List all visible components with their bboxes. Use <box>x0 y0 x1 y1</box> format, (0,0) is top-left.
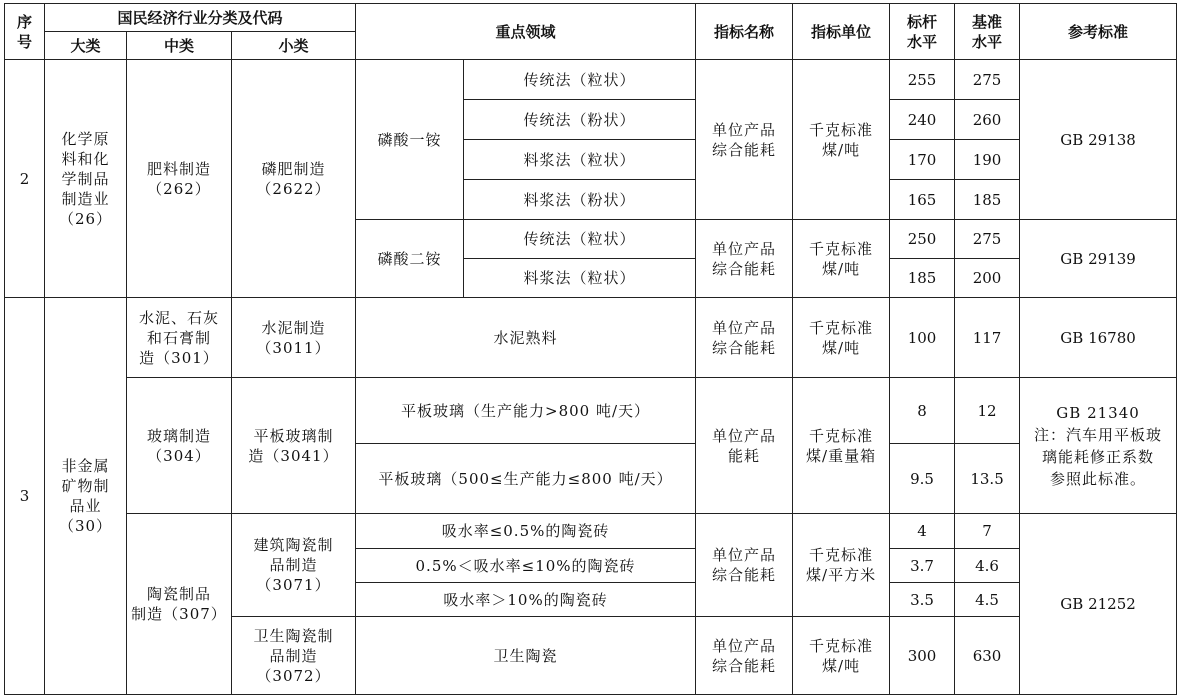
header-minor: 小类 <box>232 32 356 60</box>
benchmark-cell: 9.5 <box>890 444 955 514</box>
focus-cell: 平板玻璃（生产能力>800 吨/天） <box>356 378 696 444</box>
header-industry: 国民经济行业分类及代码 <box>45 4 356 32</box>
benchmark-cell: 3.7 <box>890 549 955 583</box>
baseline-cell: 200 <box>955 259 1020 298</box>
baseline-cell: 4.5 <box>955 583 1020 617</box>
baseline-cell: 12 <box>955 378 1020 444</box>
benchmark-cell: 300 <box>890 617 955 695</box>
header-indicator-unit: 指标单位 <box>793 4 890 60</box>
reference-cell: GB 29138 <box>1020 60 1177 220</box>
minor-category-cell: 水泥制造 （3011） <box>232 298 356 378</box>
indicator-unit-cell: 千克标准 煤/重量箱 <box>793 378 890 514</box>
focus-cell: 吸水率＞10%的陶瓷砖 <box>356 583 696 617</box>
baseline-cell: 275 <box>955 60 1020 100</box>
benchmark-cell: 3.5 <box>890 583 955 617</box>
energy-benchmark-table <box>4 3 1177 695</box>
benchmark-cell: 170 <box>890 140 955 180</box>
benchmark-cell: 185 <box>890 259 955 298</box>
focus-cell: 吸水率≤0.5%的陶瓷砖 <box>356 514 696 549</box>
indicator-unit-cell: 千克标准 煤/吨 <box>793 298 890 378</box>
benchmark-cell: 8 <box>890 378 955 444</box>
header-indicator-name: 指标名称 <box>696 4 793 60</box>
method-cell: 传统法（粉状） <box>464 100 696 140</box>
method-cell: 料浆法（粒状） <box>464 140 696 180</box>
reference-cell: GB 29139 <box>1020 220 1177 298</box>
minor-category-cell: 平板玻璃制 造（3041） <box>232 378 356 514</box>
reference-cell: GB 16780 <box>1020 298 1177 378</box>
header-benchmark: 标杆 水平 <box>890 4 955 60</box>
header-major: 大类 <box>45 32 127 60</box>
benchmark-cell: 240 <box>890 100 955 140</box>
benchmark-cell: 255 <box>890 60 955 100</box>
indicator-name-cell: 单位产品 综合能耗 <box>696 60 793 220</box>
indicator-name-cell: 单位产品 综合能耗 <box>696 617 793 695</box>
table-row <box>5 378 1177 444</box>
focus-cell: 0.5%＜吸水率≤10%的陶瓷砖 <box>356 549 696 583</box>
indicator-name-cell: 单位产品 能耗 <box>696 378 793 514</box>
header-reference: 参考标准 <box>1020 4 1177 60</box>
seq-cell: 3 <box>5 298 45 695</box>
major-category-cell: 非金属 矿物制 品业 （30） <box>45 298 127 695</box>
indicator-name-cell: 单位产品 综合能耗 <box>696 514 793 617</box>
focus-cell: 水泥熟料 <box>356 298 696 378</box>
method-cell: 料浆法（粒状） <box>464 259 696 298</box>
baseline-cell: 7 <box>955 514 1020 549</box>
baseline-cell: 185 <box>955 180 1020 220</box>
middle-category-cell: 水泥、石灰 和石膏制 造（301） <box>127 298 232 378</box>
minor-category-cell: 建筑陶瓷制 品制造 （3071） <box>232 514 356 617</box>
middle-category-cell: 陶瓷制品 制造（307） <box>127 514 232 695</box>
product-cell: 磷酸二铵 <box>356 220 464 298</box>
method-cell: 传统法（粒状） <box>464 60 696 100</box>
reference-cell: GB 21340 注：汽车用平板玻 璃能耗修正系数 参照此标准。 <box>1020 378 1177 514</box>
indicator-unit-cell: 千克标准 煤/吨 <box>793 617 890 695</box>
major-category-cell: 化学原 料和化 学制品 制造业 （26） <box>45 60 127 298</box>
indicator-name-cell: 单位产品 综合能耗 <box>696 220 793 298</box>
seq-cell: 2 <box>5 60 45 298</box>
baseline-cell: 190 <box>955 140 1020 180</box>
baseline-cell: 4.6 <box>955 549 1020 583</box>
baseline-cell: 260 <box>955 100 1020 140</box>
header-focus: 重点领域 <box>356 4 696 60</box>
middle-category-cell: 肥料制造 （262） <box>127 60 232 298</box>
method-cell: 传统法（粒状） <box>464 220 696 259</box>
indicator-unit-cell: 千克标准 煤/平方米 <box>793 514 890 617</box>
header-baseline: 基准 水平 <box>955 4 1020 60</box>
middle-category-cell: 玻璃制造 （304） <box>127 378 232 514</box>
baseline-cell: 275 <box>955 220 1020 259</box>
benchmark-cell: 4 <box>890 514 955 549</box>
table-row <box>5 298 1177 378</box>
focus-cell: 卫生陶瓷 <box>356 617 696 695</box>
table-row <box>5 60 1177 100</box>
benchmark-cell: 250 <box>890 220 955 259</box>
indicator-name-cell: 单位产品 综合能耗 <box>696 298 793 378</box>
reference-cell: GB 21252 <box>1020 514 1177 695</box>
focus-cell: 平板玻璃（500≤生产能力≤800 吨/天） <box>356 444 696 514</box>
table-row <box>5 514 1177 549</box>
header-seq: 序 号 <box>5 4 45 60</box>
minor-category-cell: 卫生陶瓷制 品制造 （3072） <box>232 617 356 695</box>
indicator-unit-cell: 千克标准 煤/吨 <box>793 220 890 298</box>
benchmark-cell: 100 <box>890 298 955 378</box>
baseline-cell: 117 <box>955 298 1020 378</box>
baseline-cell: 13.5 <box>955 444 1020 514</box>
minor-category-cell: 磷肥制造 （2622） <box>232 60 356 298</box>
method-cell: 料浆法（粉状） <box>464 180 696 220</box>
product-cell: 磷酸一铵 <box>356 60 464 220</box>
indicator-unit-cell: 千克标准 煤/吨 <box>793 60 890 220</box>
benchmark-cell: 165 <box>890 180 955 220</box>
baseline-cell: 630 <box>955 617 1020 695</box>
header-row <box>5 4 1177 32</box>
header-middle: 中类 <box>127 32 232 60</box>
